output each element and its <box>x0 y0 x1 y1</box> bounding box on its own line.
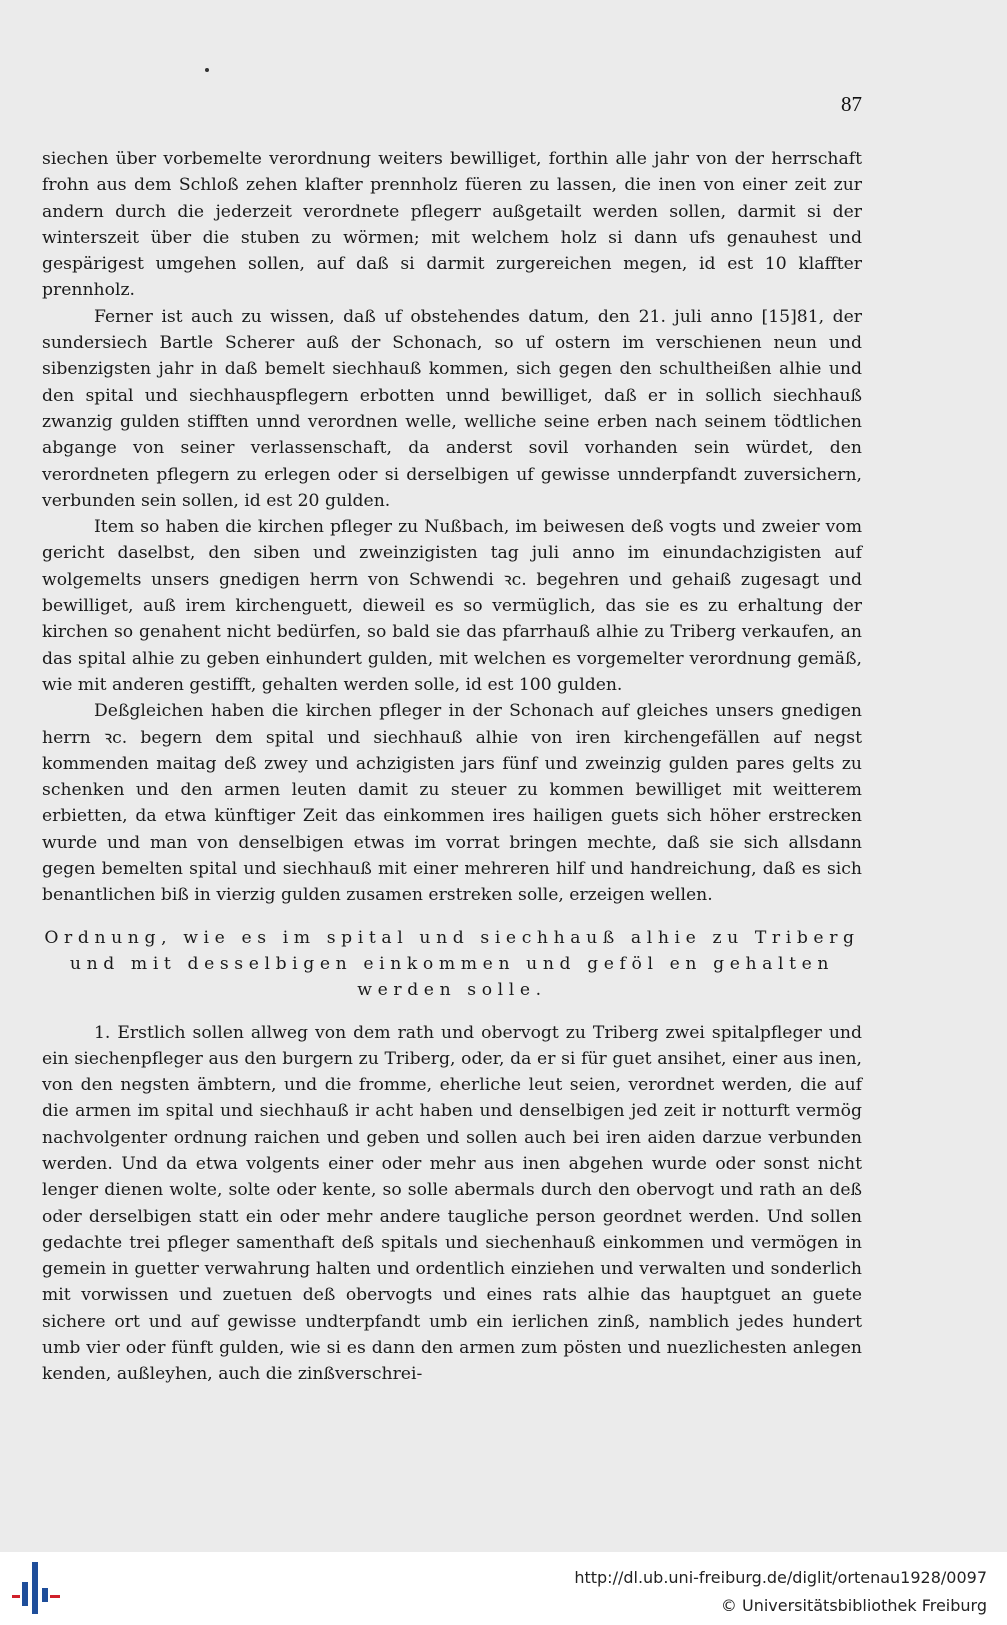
heading-line-3: werden solle. <box>357 980 547 1001</box>
paragraph-1: siechen über vorbemelte verordnung weiters bewilliget, forthin alle jahr von der herrschaft frohn aus dem Schloß zehen klafter prennholz füeren zu lassen, die inen von einer zeit zur andern durch die jederzeit verordnete pflegerr außgetailt werden sollen, darmit si der winterszeit über die stuben zu wörmen; mit welchem holz si dann ufs genauhest und gespärigest umgehen sollen, auf daß si darmit zurgereichen megen, id est 10 klaffter prennholz. <box>42 149 862 301</box>
source-url-link[interactable]: http://dl.ub.uni-freiburg.de/diglit/ortenau1928/0097 <box>574 1568 987 1587</box>
paragraph-2: Ferner ist auch zu wissen, daß uf obstehendes datum, den 21. juli anno [15]81, der sundersiech Bartle Scherer auß der Schonach, so uf ostern im verschienen neun und sibenzigsten jahr in daß bemelt siechhauß kommen, sich gegen den schultheißen alhie und den spital und siechhauspflegern erbotten unnd bewilliget, daß er in sollich siechhauß zwanzig gulden stifften unnd verordnen welle, welliche seine erben nach seinem tödtlichen abgange von seiner verlassenschaft, da anderst sovil vorhanden sein würdet, den verordneten pflegern zu erlegen oder si derselbigen uf gewisse unnderpfandt zuversichern, verbunden sein sollen, id est 20 gulden. <box>42 306 862 511</box>
university-library-logo-icon <box>12 1558 64 1618</box>
section-heading <box>42 925 862 1004</box>
heading-line-2: und mit desselbigen einkommen und geföl en gehalten <box>69 953 835 974</box>
paragraph-5: 1. Erstlich sollen allweg von dem rath und obervogt zu Triberg zwei spitalpfleger und ein siechenpfleger aus den burgern zu Triberg, oder, da er si für guet ansihet, einer aus inen, von den negsten ämbtern, und die fromme, eherliche leut seien, verordnet werden, die auf die armen im spital und siechhauß ir acht haben und denselbigen jed zeit ir notturft vermög nachvolgenter ordnung raichen und geben und sollen auch bei iren aiden darzue verbunden werden. Und da etwa volgents einer oder mehr aus inen abgehen wurde oder sonst nicht lenger dienen wolte, solte oder kente, so solle abermals durch den obervogt und rath an deß oder derselbigen statt ein oder mehr andere taugliche person geordnet werden. Und sollen gedachte trei pfleger samenthaft deß spitals und siechenhauß einkommen und vermögen in gemein in guetter verwahrung halten und ordentlich einziehen und verwalten und sonderlich mit vorwissen und zuetuen deß obervogts und eines rats alhie das hauptguet an guete sichere ort und auf gewisse undterpfandt umb ein ierlichen zinß, namblich jedes hundert umb vier oder fünft gulden, wie si es dann den armen zum pösten und nuezlichesten anlegen kenden, außleyhen, auch die zinßverschrei- <box>42 1022 862 1385</box>
speck-mark <box>205 68 209 72</box>
paragraph-4: Deßgleichen haben die kirchen pfleger in der Schonach auf gleiches unsers gnedigen herrn ꝛc. begern dem spital und siechhauß alhie von iren kirchengefällen auf negst kommenden maitag deß zwey und achzigisten jars fünf und zweinzig gulden pares gelts zu schenken und den armen leuten damit zu steuer zu kommen bewilliget mit weitterem erbietten, da etwa künftiger Zeit das einkommen ires hailigen guets sich höher erstrecken wurde und man von denselbigen etwas im vorrat bringen mechte, daß sie sich allsdann gegen bemelten spital und siechhauß mit einer mehreren hilf und handreichung, daß es sich benantlichen biß in vierzig gulden zusamen erstreken solle, erzeigen wellen. <box>42 701 862 906</box>
copyright-notice: © Universitätsbibliothek Freiburg <box>720 1596 987 1615</box>
page-number: 87 <box>841 92 862 116</box>
heading-line-1: Ordnung, wie es im spital und siechhauß alhie zu Triberg <box>44 927 860 948</box>
body-text <box>42 146 862 1388</box>
viewer-footer <box>0 1552 1007 1625</box>
paragraph-3: Item so haben die kirchen pfleger zu Nußbach, im beiwesen deß vogts und zweier vom gericht daselbst, den siben und zweinzigisten tag juli anno im einundachzigisten auf wolgemelts unsers gnedigen herrn von Schwendi ꝛc. begehren und gehaiß zugesagt und bewilliget, auß irem kirchenguett, dieweil es so vermüglich, das sie es zu erhaltung der kirchen so genahent nicht bedürfen, so bald sie das pfarrhauß alhie zu Triberg verkaufen, an das spital alhie zu geben einhundert gulden, mit welchen es vorgemelter verordnung gemäß, wie mit anderen gestifft, gehalten werden solle, id est 100 gulden. <box>42 517 862 695</box>
